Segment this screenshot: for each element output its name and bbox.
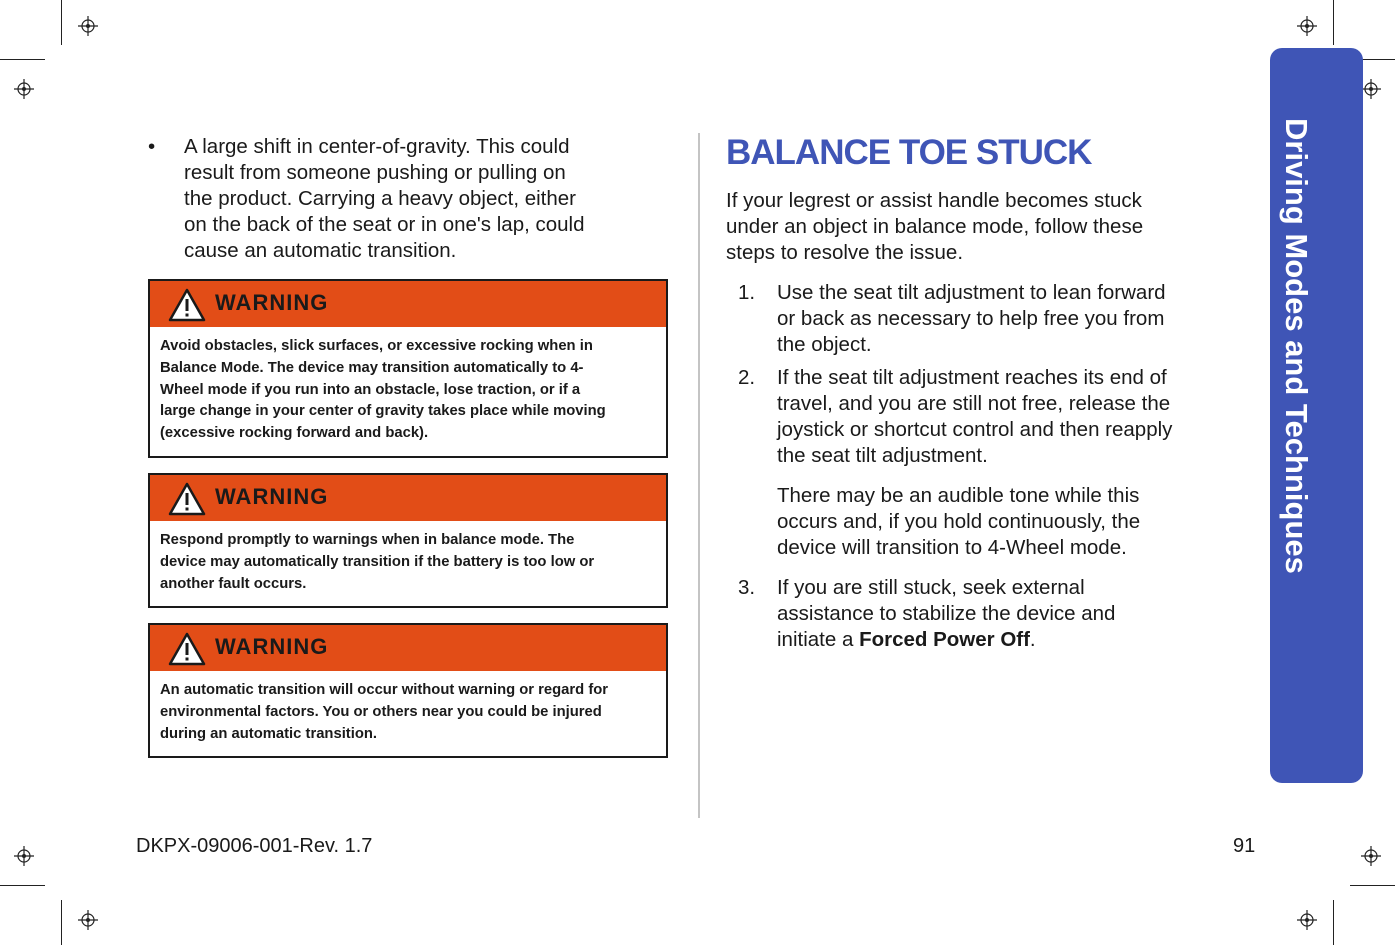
registration-mark-icon (78, 910, 98, 930)
crop-mark (61, 900, 62, 945)
warning-box (148, 473, 668, 608)
bullet-marker: • (148, 135, 156, 158)
step-text: initiate a (777, 628, 860, 651)
step-line: joystick or shortcut control and then reapply (777, 418, 1173, 441)
note-line: There may be an audible tone while this (777, 484, 1140, 507)
intro-line: under an object in balance mode, follow these (726, 215, 1144, 238)
bullet-line: on the back of the seat or in one's lap, could (184, 213, 585, 236)
note-line: device will transition to 4-Wheel mode. (777, 536, 1127, 559)
step-line: or back as necessary to help free you from (777, 307, 1165, 330)
right-column (726, 132, 1256, 660)
warning-title: WARNING (215, 634, 329, 659)
warning-line: (excessive rocking forward and back). (160, 425, 429, 442)
step-number: 2. (738, 366, 756, 389)
bullet-line: cause an automatic transition. (184, 239, 457, 262)
registration-mark-icon (14, 846, 34, 866)
crop-mark (0, 59, 45, 60)
warning-title: WARNING (215, 290, 329, 315)
forced-power-off-term: Forced Power Off (859, 628, 1030, 651)
warning-line: Balance Mode. The device may transition automatically to 4- (160, 359, 584, 376)
document-id: DKPX-09006-001-Rev. 1.7 (136, 835, 373, 857)
step-line: travel, and you are still not free, release the (777, 392, 1171, 415)
warning-header (150, 625, 666, 671)
warning-line: environmental factors. You or others near you could be injured (160, 703, 602, 720)
section-heading: BALANCE TOE STUCK (726, 133, 1092, 172)
step-line (777, 627, 1256, 653)
step-line: If the seat tilt adjustment reaches its end of (777, 366, 1167, 389)
warning-header (150, 281, 666, 327)
step-text: . (1029, 628, 1036, 651)
warning-box (148, 279, 668, 458)
page-number: 91 (1233, 835, 1256, 857)
warning-line: large change in your center of gravity takes place while moving (160, 403, 606, 420)
step-line: Use the seat tilt adjustment to lean forward (777, 281, 1166, 304)
bullet-line: the product. Carrying a heavy object, either (184, 187, 576, 210)
registration-mark-icon (1297, 910, 1317, 930)
crop-mark (1333, 900, 1334, 945)
warning-triangle-icon (168, 482, 206, 516)
bullet-line: A large shift in center-of-gravity. This could (184, 135, 570, 158)
warning-text (150, 671, 666, 756)
step-number: 1. (738, 281, 756, 304)
intro-paragraph (726, 188, 1256, 266)
step-line: assistance to stabilize the device and (777, 602, 1116, 625)
step-line: If you are still stuck, seek external (777, 576, 1085, 599)
warning-line: during an automatic transition. (160, 725, 378, 742)
warning-line: device may automatically transition if the battery is too low or (160, 553, 595, 570)
left-column (148, 134, 670, 264)
crop-mark (0, 885, 45, 886)
step-item (726, 280, 1256, 358)
warning-line: Avoid obstacles, slick surfaces, or excessive rocking when in (160, 338, 593, 354)
registration-mark-icon (78, 16, 98, 36)
intro-line: If your legrest or assist handle becomes stuck (726, 189, 1142, 212)
warning-line: Wheel mode if you run into an obstacle, lose traction, or if a (160, 381, 581, 398)
note-line: occurs and, if you hold continuously, the (777, 510, 1141, 533)
step-line: the object. (777, 333, 872, 356)
registration-mark-icon (1361, 79, 1381, 99)
warning-triangle-icon (168, 288, 206, 322)
step-line: the seat tilt adjustment. (777, 444, 988, 467)
warning-text (150, 521, 666, 606)
step-note (726, 483, 1256, 561)
warning-text (150, 327, 666, 456)
column-divider (698, 133, 700, 818)
crop-mark (1350, 885, 1395, 886)
chapter-tab-label: Driving Modes and Techniques (1279, 118, 1314, 574)
warning-line: Respond promptly to warnings when in balance mode. The (160, 532, 575, 548)
warning-title: WARNING (215, 484, 329, 509)
crop-mark (61, 0, 62, 45)
crop-mark (1333, 0, 1334, 45)
bullet-line: result from someone pushing or pulling on (184, 161, 566, 184)
step-item (726, 575, 1256, 653)
step-number: 3. (738, 576, 756, 599)
warning-box (148, 623, 668, 758)
intro-line: steps to resolve the issue. (726, 241, 964, 264)
step-item (726, 365, 1256, 469)
registration-mark-icon (1361, 846, 1381, 866)
warning-line: another fault occurs. (160, 575, 307, 592)
registration-mark-icon (1297, 16, 1317, 36)
warning-triangle-icon (168, 632, 206, 666)
warning-line: An automatic transition will occur without warning or regard for (160, 682, 609, 698)
registration-mark-icon (14, 79, 34, 99)
bullet-item (148, 134, 670, 264)
warning-header (150, 475, 666, 521)
